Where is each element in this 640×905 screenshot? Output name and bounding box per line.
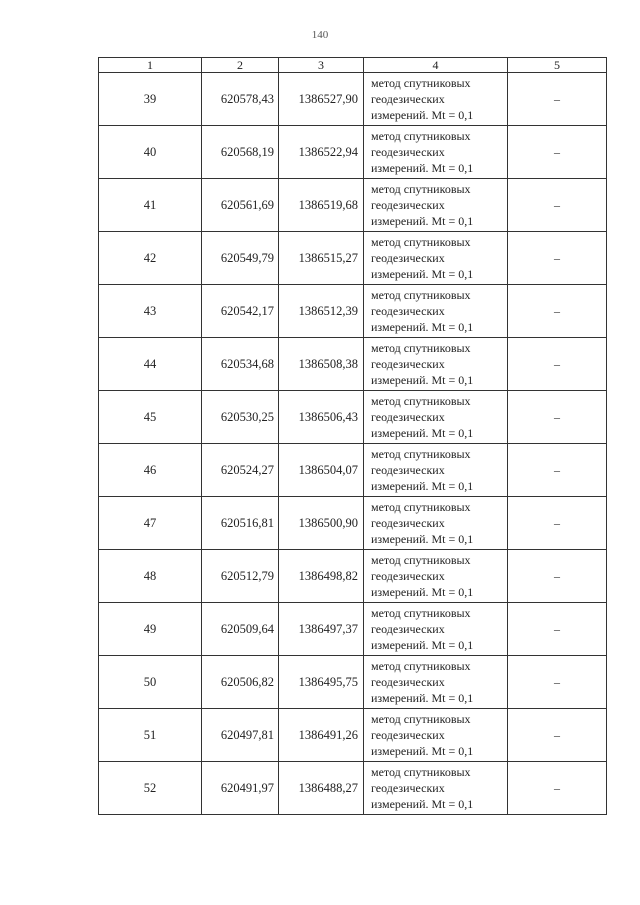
table-row xyxy=(99,179,607,232)
coordinate-x-cell: 620516,81 xyxy=(202,497,279,550)
value-cell: – xyxy=(508,709,607,762)
coordinate-y-cell: 1386522,94 xyxy=(279,126,364,179)
method-description-line: измерений. Mt = 0,1 xyxy=(371,426,474,440)
method-description-cell xyxy=(364,338,508,391)
method-description-line: метод спутниковых xyxy=(371,235,471,249)
coordinate-y-cell: 1386527,90 xyxy=(279,73,364,126)
coordinate-x-cell: 620578,43 xyxy=(202,73,279,126)
method-description-line: метод спутниковых xyxy=(371,394,471,408)
point-number-cell: 43 xyxy=(99,285,202,338)
point-number-cell: 47 xyxy=(99,497,202,550)
point-number-cell: 45 xyxy=(99,391,202,444)
method-description-line: геодезических xyxy=(371,304,445,318)
method-description-line: геодезических xyxy=(371,463,445,477)
table-row xyxy=(99,232,607,285)
method-description-cell xyxy=(364,709,508,762)
coordinate-y-cell: 1386491,26 xyxy=(279,709,364,762)
method-description-line: измерений. Mt = 0,1 xyxy=(371,744,474,758)
method-description-line: метод спутниковых xyxy=(371,500,471,514)
method-description-line: геодезических xyxy=(371,569,445,583)
coordinates-table xyxy=(98,57,607,815)
point-number-cell: 51 xyxy=(99,709,202,762)
method-description-cell xyxy=(364,232,508,285)
value-cell: – xyxy=(508,550,607,603)
method-description-line: геодезических xyxy=(371,728,445,742)
coordinate-y-cell: 1386504,07 xyxy=(279,444,364,497)
coordinate-y-cell: 1386495,75 xyxy=(279,656,364,709)
method-description-line: метод спутниковых xyxy=(371,606,471,620)
coordinate-y-cell: 1386515,27 xyxy=(279,232,364,285)
method-description-line: измерений. Mt = 0,1 xyxy=(371,161,474,175)
method-description-line: геодезических xyxy=(371,145,445,159)
method-description-line: измерений. Mt = 0,1 xyxy=(371,532,474,546)
table-row xyxy=(99,338,607,391)
coordinate-y-cell: 1386500,90 xyxy=(279,497,364,550)
coordinate-y-cell: 1386488,27 xyxy=(279,762,364,815)
method-description-line: метод спутниковых xyxy=(371,447,471,461)
value-cell: – xyxy=(508,232,607,285)
method-description-cell xyxy=(364,550,508,603)
table-row xyxy=(99,497,607,550)
method-description-cell xyxy=(364,179,508,232)
value-cell: – xyxy=(508,762,607,815)
method-description-cell xyxy=(364,285,508,338)
method-description-cell xyxy=(364,444,508,497)
table-row xyxy=(99,709,607,762)
coordinate-x-cell: 620534,68 xyxy=(202,338,279,391)
column-header: 4 xyxy=(364,58,508,73)
coordinate-x-cell: 620491,97 xyxy=(202,762,279,815)
value-cell: – xyxy=(508,497,607,550)
table-row xyxy=(99,656,607,709)
value-cell: – xyxy=(508,73,607,126)
value-cell: – xyxy=(508,603,607,656)
column-header: 2 xyxy=(202,58,279,73)
coordinate-x-cell: 620568,19 xyxy=(202,126,279,179)
coordinate-x-cell: 620506,82 xyxy=(202,656,279,709)
method-description-cell xyxy=(364,73,508,126)
coordinate-y-cell: 1386497,37 xyxy=(279,603,364,656)
method-description-line: геодезических xyxy=(371,781,445,795)
point-number-cell: 40 xyxy=(99,126,202,179)
coordinate-y-cell: 1386519,68 xyxy=(279,179,364,232)
column-header: 1 xyxy=(99,58,202,73)
table-row xyxy=(99,126,607,179)
method-description-line: геодезических xyxy=(371,410,445,424)
method-description-line: измерений. Mt = 0,1 xyxy=(371,214,474,228)
coordinate-x-cell: 620509,64 xyxy=(202,603,279,656)
value-cell: – xyxy=(508,179,607,232)
point-number-cell: 49 xyxy=(99,603,202,656)
point-number-cell: 52 xyxy=(99,762,202,815)
method-description-cell xyxy=(364,497,508,550)
column-header: 5 xyxy=(508,58,607,73)
method-description-cell xyxy=(364,603,508,656)
method-description-line: метод спутниковых xyxy=(371,76,471,90)
method-description-line: геодезических xyxy=(371,516,445,530)
page-number: 140 xyxy=(311,29,329,41)
point-number-cell: 50 xyxy=(99,656,202,709)
coordinate-y-cell: 1386506,43 xyxy=(279,391,364,444)
point-number-cell: 39 xyxy=(99,73,202,126)
point-number-cell: 46 xyxy=(99,444,202,497)
point-number-cell: 48 xyxy=(99,550,202,603)
method-description-cell xyxy=(364,126,508,179)
method-description-line: геодезических xyxy=(371,622,445,636)
table-row xyxy=(99,285,607,338)
method-description-cell xyxy=(364,762,508,815)
coordinate-x-cell: 620524,27 xyxy=(202,444,279,497)
method-description-line: метод спутниковых xyxy=(371,129,471,143)
coordinate-x-cell: 620530,25 xyxy=(202,391,279,444)
method-description-cell xyxy=(364,391,508,444)
coordinate-x-cell: 620542,17 xyxy=(202,285,279,338)
point-number-cell: 41 xyxy=(99,179,202,232)
method-description-line: измерений. Mt = 0,1 xyxy=(371,320,474,334)
table-row xyxy=(99,550,607,603)
table-header-row xyxy=(99,58,607,73)
point-number-cell: 44 xyxy=(99,338,202,391)
method-description-line: метод спутниковых xyxy=(371,659,471,673)
method-description-line: геодезических xyxy=(371,675,445,689)
table-body xyxy=(99,73,607,815)
method-description-line: метод спутниковых xyxy=(371,553,471,567)
value-cell: – xyxy=(508,126,607,179)
coordinate-x-cell: 620512,79 xyxy=(202,550,279,603)
table-row xyxy=(99,444,607,497)
method-description-cell xyxy=(364,656,508,709)
table-row xyxy=(99,603,607,656)
value-cell: – xyxy=(508,285,607,338)
method-description-line: измерений. Mt = 0,1 xyxy=(371,638,474,652)
method-description-line: измерений. Mt = 0,1 xyxy=(371,479,474,493)
method-description-line: геодезических xyxy=(371,198,445,212)
method-description-line: метод спутниковых xyxy=(371,288,471,302)
coordinate-x-cell: 620561,69 xyxy=(202,179,279,232)
method-description-line: измерений. Mt = 0,1 xyxy=(371,108,474,122)
method-description-line: измерений. Mt = 0,1 xyxy=(371,797,474,811)
coordinate-y-cell: 1386498,82 xyxy=(279,550,364,603)
table-row xyxy=(99,762,607,815)
method-description-line: измерений. Mt = 0,1 xyxy=(371,691,474,705)
method-description-line: геодезических xyxy=(371,92,445,106)
method-description-line: метод спутниковых xyxy=(371,182,471,196)
coordinate-x-cell: 620549,79 xyxy=(202,232,279,285)
method-description-line: метод спутниковых xyxy=(371,341,471,355)
point-number-cell: 42 xyxy=(99,232,202,285)
column-header: 3 xyxy=(279,58,364,73)
value-cell: – xyxy=(508,444,607,497)
method-description-line: геодезических xyxy=(371,357,445,371)
method-description-line: измерений. Mt = 0,1 xyxy=(371,373,474,387)
table-row xyxy=(99,391,607,444)
value-cell: – xyxy=(508,656,607,709)
value-cell: – xyxy=(508,338,607,391)
coordinate-y-cell: 1386512,39 xyxy=(279,285,364,338)
coordinate-y-cell: 1386508,38 xyxy=(279,338,364,391)
method-description-line: метод спутниковых xyxy=(371,712,471,726)
method-description-line: измерений. Mt = 0,1 xyxy=(371,267,474,281)
value-cell: – xyxy=(508,391,607,444)
method-description-line: геодезических xyxy=(371,251,445,265)
table-row xyxy=(99,73,607,126)
method-description-line: метод спутниковых xyxy=(371,765,471,779)
method-description-line: измерений. Mt = 0,1 xyxy=(371,585,474,599)
coordinate-x-cell: 620497,81 xyxy=(202,709,279,762)
